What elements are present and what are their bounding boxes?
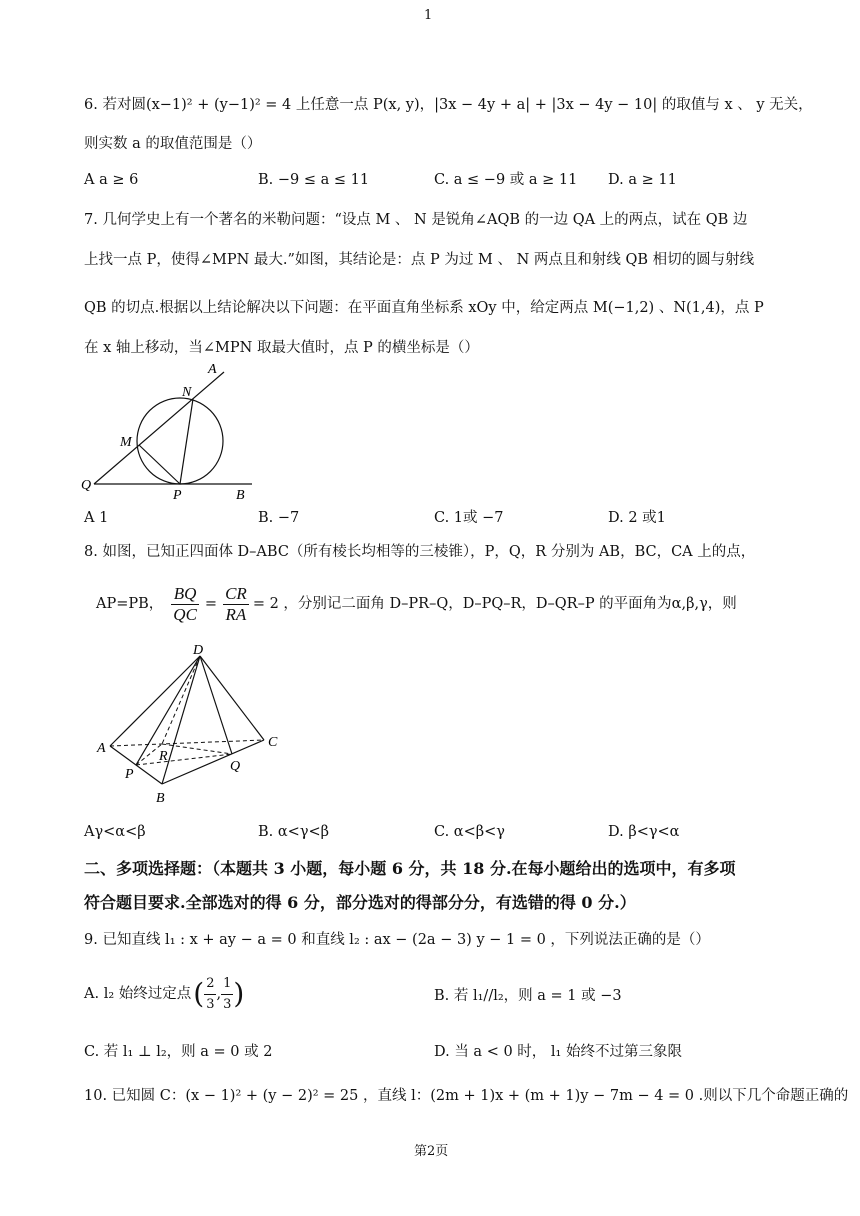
q8-line1: 8. 如图，已知正四面体 D–ABC（所有棱长均相等的三棱锥），P，Q，R 分别为 AB，BC，CA 上的点， [84,544,756,560]
q9-option-a: A. l₂ 始终过定点 ( $\frac{2}{3}$ , $\frac{1}{3}$ ) [84,975,245,1012]
label-Q: Q [230,759,241,774]
q7-option-a: A 1 [84,510,109,526]
q8-option-b: B. α<γ<β [258,824,330,840]
label-C: C [268,735,278,750]
footer-page-label: 第2页 [414,1144,449,1159]
label-M: M [120,435,132,450]
q8-option-c: C. α<β<γ [434,824,505,840]
section-2-heading-line1: 二、多项选择题：（本题共 3 小题，每小题 6 分，共 18 分.在每小题给出的选项中，有多项 [84,859,736,878]
q9-option-b: B. 若 l₁//l₂，则 a = 1 或 −3 [434,988,622,1004]
q8-frac1-num: BQ [171,584,199,605]
q8-frac2-den: RA [225,604,247,624]
section-2-heading-line2: 符合题目要求.全部选对的得 6 分，部分选对的得部分分，有选错的得 0 分.） [84,893,636,912]
q7-line3: QB 的切点.根据以上结论解决以下问题：在平面直角坐标系 xOy 中，给定两点 M(−1,2) 、N(1,4)，点 P [84,300,764,316]
q9-option-d: D. 当 a < 0 时， l₁ 始终不过第三象限 [434,1044,682,1060]
q8-line2-post: = 2 ，分别记二面角 D–PR–Q，D–PQ–R，D–QR–P 的平面角为α,β,γ，则 [252,596,737,612]
q8-equals: = [204,596,218,612]
q7-option-b: B. −7 [258,510,300,526]
q6-option-c: C. a ≤ −9 或 a ≥ 11 [434,172,578,188]
q8-frac1-den: QC [173,604,197,624]
q6-option-d: D. a ≥ 11 [608,172,677,188]
segment-np [180,399,193,484]
q8-frac2-num: CR [225,583,247,603]
tetrahedron-figure [92,640,292,810]
q6-line1: 6. 若对圆(x−1)² + (y−1)² = 4 上任意一点 P(x, y)，|3x − 4y + a| + |3x − 4y − 10| 的取值与 x 、 y 无关， [84,97,813,113]
label-B: B [156,791,165,806]
q9-option-c: C. 若 l₁ ⊥ l₂，则 a = 0 或 2 [84,1044,273,1060]
q6-option-a: A a ≥ 6 [84,172,139,188]
q6-line2: 则实数 a 的取值范围是（） [84,136,262,152]
ray-qa [94,372,224,484]
q8-option-d: D. β<γ<α [608,824,680,840]
q7-option-d: D. 2 或1 [608,510,666,526]
miller-problem-figure [78,358,268,506]
label-A: A [208,362,217,377]
q8-option-a: Aγ<α<β [84,824,146,840]
q7-line2: 上找一点 P，使得∠MPN 最大.”如图，其结论是：点 P 为过 M 、 N 两点且和射线 QB 相切的圆与射线 [84,252,755,268]
q8-line2-pre: AP=PB， [96,596,164,612]
q6-option-b: B. −9 ≤ a ≤ 11 [258,172,370,188]
q7-line4: 在 x 轴上移动，当∠MPN 取最大值时，点 P 的横坐标是（） [84,340,479,356]
q8-fraction-bq-qc [171,584,199,625]
q8-fraction-cr-ra [223,584,249,625]
top-page-number: 1 [424,8,433,23]
tangent-circle [137,398,223,484]
q7-option-c: C. 1或 −7 [434,510,504,526]
q9-line1: 9. 已知直线 l₁ : x + ay − a = 0 和直线 l₂ : ax − (2a − 3) y − 1 = 0 ，下列说法正确的是（） [84,932,710,948]
q10-line1: 10. 已知圆 C：(x − 1)² + (y − 2)² = 25 ，直线 l：(2m + 1)x + (m + 1)y − 7m − 4 = 0 .则以下几个命题正确的 [84,1088,849,1104]
label-R: R [159,749,168,764]
q8-line2 [96,582,737,626]
q7-line1: 7. 几何学史上有一个著名的米勒问题：“设点 M 、 N 是锐角∠AQB 的一边 QA 上的两点，试在 QB 边 [84,212,748,228]
label-D: D [193,643,204,658]
q9-option-a-text: A. l₂ 始终过定点 [84,986,192,1002]
label-B: B [236,488,245,503]
label-A: A [97,741,106,756]
label-P: P [125,767,134,782]
label-P: P [173,488,182,503]
label-Q: Q [81,478,92,493]
label-N: N [182,385,192,400]
